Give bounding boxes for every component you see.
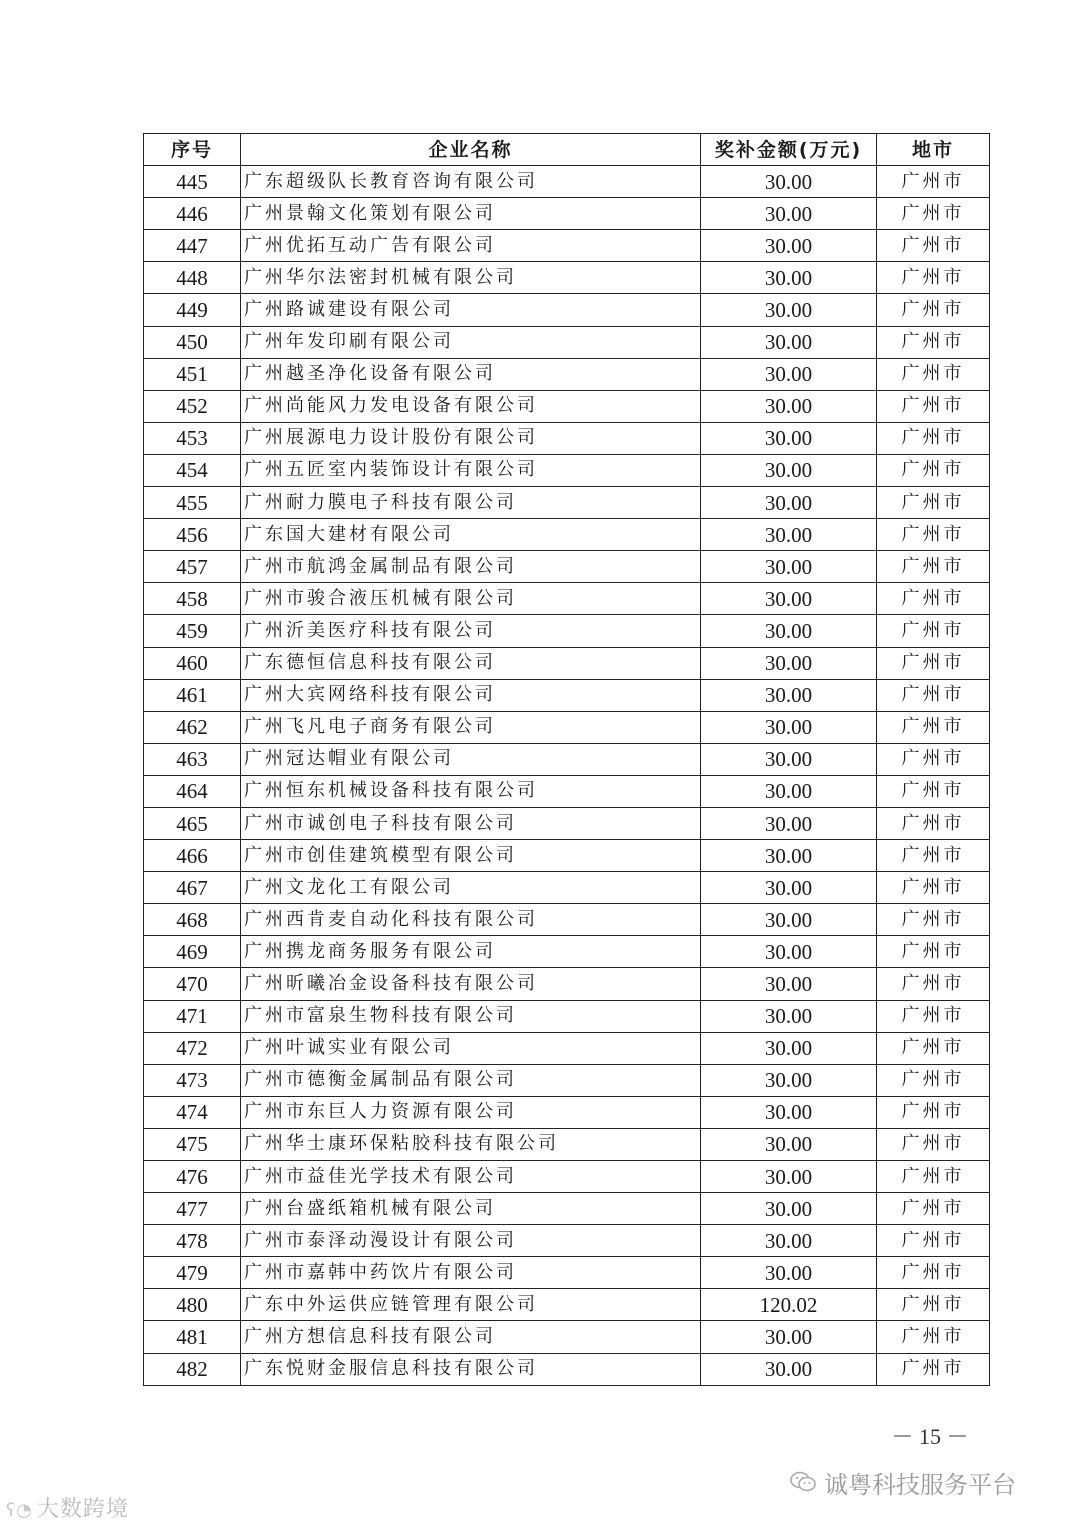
subsidy-amount: 30.00 [701,1032,877,1064]
subsidy-amount: 30.00 [701,1321,877,1353]
row-index: 457 [144,551,241,583]
city: 广州市 [877,583,990,615]
subsidy-amount: 30.00 [701,198,877,230]
row-index: 471 [144,1000,241,1032]
company-name: 广州越圣净化设备有限公司 [241,358,701,390]
subsidy-amount: 30.00 [701,326,877,358]
table-row [144,647,990,679]
table-row [144,454,990,486]
company-name: 广州耐力膜电子科技有限公司 [241,487,701,519]
city: 广州市 [877,872,990,904]
subsidy-amount: 30.00 [701,1000,877,1032]
table-row [144,936,990,968]
city: 广州市 [877,230,990,262]
table-row [144,615,990,647]
row-index: 475 [144,1128,241,1160]
subsidy-amount: 30.00 [701,968,877,1000]
table-row [144,1161,990,1193]
header-row [144,134,990,166]
city: 广州市 [877,1353,990,1385]
company-name: 广东国大建材有限公司 [241,519,701,551]
subsidy-amount: 30.00 [701,1161,877,1193]
table-row [144,1353,990,1385]
row-index: 459 [144,615,241,647]
subsidy-amount: 30.00 [701,519,877,551]
table-header [144,134,990,166]
company-name: 广州西肯麦自动化科技有限公司 [241,904,701,936]
row-index: 458 [144,583,241,615]
row-index: 448 [144,262,241,294]
city: 广州市 [877,1161,990,1193]
header-index: 序号 [144,134,241,166]
table-row [144,1225,990,1257]
row-index: 465 [144,807,241,839]
city: 广州市 [877,390,990,422]
company-name: 广州景翰文化策划有限公司 [241,198,701,230]
city: 广州市 [877,198,990,230]
city: 广州市 [877,358,990,390]
watermark-right-text: 诚粤科技服务平台 [824,1471,1016,1499]
header-city: 地市 [877,134,990,166]
row-index: 472 [144,1032,241,1064]
subsidy-amount: 30.00 [701,1353,877,1385]
table-row [144,166,990,198]
company-name: 广州恒东机械设备科技有限公司 [241,775,701,807]
city: 广州市 [877,1064,990,1096]
table-row [144,1064,990,1096]
subsidy-amount: 30.00 [701,487,877,519]
city: 广州市 [877,519,990,551]
subsidy-amount: 30.00 [701,1096,877,1128]
city: 广州市 [877,1289,990,1321]
city: 广州市 [877,1128,990,1160]
city: 广州市 [877,1000,990,1032]
subsidy-amount: 30.00 [701,936,877,968]
company-name: 广州市富泉生物科技有限公司 [241,1000,701,1032]
company-name: 广州文龙化工有限公司 [241,872,701,904]
table-row [144,262,990,294]
company-name: 广州尚能风力发电设备有限公司 [241,390,701,422]
company-name: 广州市骏合液压机械有限公司 [241,583,701,615]
row-index: 470 [144,968,241,1000]
company-name: 广州市益佳光学技术有限公司 [241,1161,701,1193]
company-name: 广州大宾网络科技有限公司 [241,679,701,711]
table-row [144,679,990,711]
subsidy-amount: 30.00 [701,1225,877,1257]
subsidy-amount: 30.00 [701,262,877,294]
subsidy-amount: 120.02 [701,1289,877,1321]
row-index: 478 [144,1225,241,1257]
city: 广州市 [877,840,990,872]
company-name: 广州携龙商务服务有限公司 [241,936,701,968]
row-index: 450 [144,326,241,358]
city: 广州市 [877,679,990,711]
city: 广州市 [877,1321,990,1353]
row-index: 456 [144,519,241,551]
row-index: 473 [144,1064,241,1096]
city: 广州市 [877,711,990,743]
subsidy-amount: 30.00 [701,422,877,454]
row-index: 467 [144,872,241,904]
city: 广州市 [877,294,990,326]
subsidy-amount: 30.00 [701,583,877,615]
city: 广州市 [877,775,990,807]
table-row [144,198,990,230]
table-row [144,872,990,904]
table-row [144,487,990,519]
city: 广州市 [877,326,990,358]
table-row [144,583,990,615]
subsidy-amount: 30.00 [701,1128,877,1160]
subsidy-amount: 30.00 [701,615,877,647]
table-row [144,807,990,839]
subsidy-amount: 30.00 [701,358,877,390]
company-name: 广州飞凡电子商务有限公司 [241,711,701,743]
company-name: 广州市泰泽动漫设计有限公司 [241,1225,701,1257]
row-index: 482 [144,1353,241,1385]
table-row [144,775,990,807]
subsidy-amount: 30.00 [701,551,877,583]
table-row [144,968,990,1000]
row-index: 464 [144,775,241,807]
row-index: 476 [144,1161,241,1193]
city: 广州市 [877,1225,990,1257]
company-name: 广州华士康环保粘胶科技有限公司 [241,1128,701,1160]
row-index: 454 [144,454,241,486]
city: 广州市 [877,1257,990,1289]
company-name: 广州昕曦冶金设备科技有限公司 [241,968,701,1000]
company-name: 广州五匠室内装饰设计有限公司 [241,454,701,486]
row-index: 463 [144,743,241,775]
row-index: 462 [144,711,241,743]
company-name: 广州市德衡金属制品有限公司 [241,1064,701,1096]
table-row [144,711,990,743]
row-index: 481 [144,1321,241,1353]
table-row [144,519,990,551]
subsidy-amount: 30.00 [701,807,877,839]
row-index: 479 [144,1257,241,1289]
subsidy-amount: 30.00 [701,294,877,326]
table-row [144,551,990,583]
table-row [144,1321,990,1353]
enterprise-subsidy-table [143,133,990,1386]
row-index: 468 [144,904,241,936]
subsidy-amount: 30.00 [701,454,877,486]
table-row [144,840,990,872]
row-index: 469 [144,936,241,968]
city: 广州市 [877,454,990,486]
row-index: 474 [144,1096,241,1128]
city: 广州市 [877,647,990,679]
subsidy-amount: 30.00 [701,1064,877,1096]
city: 广州市 [877,1096,990,1128]
city: 广州市 [877,904,990,936]
weibo-logo-icon: ʕ◔ [6,1500,33,1521]
subsidy-amount: 30.00 [701,230,877,262]
company-name: 广州叶诚实业有限公司 [241,1032,701,1064]
subsidy-amount: 30.00 [701,840,877,872]
subsidy-amount: 30.00 [701,711,877,743]
row-index: 453 [144,422,241,454]
table-row [144,230,990,262]
wechat-logo-icon [790,1471,816,1499]
city: 广州市 [877,551,990,583]
city: 广州市 [877,743,990,775]
table-row [144,422,990,454]
row-index: 446 [144,198,241,230]
row-index: 480 [144,1289,241,1321]
row-index: 455 [144,487,241,519]
company-name: 广州方想信息科技有限公司 [241,1321,701,1353]
row-index: 449 [144,294,241,326]
watermark-right [790,1465,1016,1500]
company-name: 广州台盛纸箱机械有限公司 [241,1193,701,1225]
company-name: 广东德恒信息科技有限公司 [241,647,701,679]
city: 广州市 [877,807,990,839]
company-name: 广东超级队长教育咨询有限公司 [241,166,701,198]
table-row [144,358,990,390]
company-name: 广州市航鸿金属制品有限公司 [241,551,701,583]
table-row [144,326,990,358]
table-row [144,1257,990,1289]
table-row [144,904,990,936]
company-name: 广州市嘉韩中药饮片有限公司 [241,1257,701,1289]
subsidy-amount: 30.00 [701,775,877,807]
table-row [144,1032,990,1064]
subsidy-amount: 30.00 [701,1193,877,1225]
row-index: 477 [144,1193,241,1225]
company-name: 广州路诚建设有限公司 [241,294,701,326]
company-name: 广州华尔法密封机械有限公司 [241,262,701,294]
table-row [144,1193,990,1225]
company-name: 广州年发印刷有限公司 [241,326,701,358]
city: 广州市 [877,615,990,647]
city: 广州市 [877,1032,990,1064]
row-index: 445 [144,166,241,198]
company-name: 广州冠达帽业有限公司 [241,743,701,775]
row-index: 447 [144,230,241,262]
watermark-left [6,1492,129,1523]
company-name: 广州市创佳建筑模型有限公司 [241,840,701,872]
row-index: 461 [144,679,241,711]
city: 广州市 [877,936,990,968]
subsidy-amount: 30.00 [701,647,877,679]
subsidy-amount: 30.00 [701,743,877,775]
watermark-left-text: 大数跨境 [36,1497,129,1522]
city: 广州市 [877,968,990,1000]
subsidy-amount: 30.00 [701,1257,877,1289]
city: 广州市 [877,1193,990,1225]
subsidy-amount: 30.00 [701,390,877,422]
table-row [144,1096,990,1128]
subsidy-amount: 30.00 [701,904,877,936]
table-row [144,390,990,422]
subsidy-amount: 30.00 [701,166,877,198]
table-row [144,1128,990,1160]
row-index: 451 [144,358,241,390]
row-index: 460 [144,647,241,679]
city: 广州市 [877,422,990,454]
company-name: 广州优拓互动广告有限公司 [241,230,701,262]
subsidy-amount: 30.00 [701,679,877,711]
company-name: 广东悦财金服信息科技有限公司 [241,1353,701,1385]
table-row [144,1000,990,1032]
header-company-name: 企业名称 [241,134,701,166]
header-subsidy-amount: 奖补金额(万元) [701,134,877,166]
company-name: 广东中外运供应链管理有限公司 [241,1289,701,1321]
table-row [144,743,990,775]
row-index: 466 [144,840,241,872]
city: 广州市 [877,262,990,294]
table-row [144,1289,990,1321]
subsidy-amount: 30.00 [701,872,877,904]
city: 广州市 [877,166,990,198]
page-number: － 15 － [891,1424,969,1449]
row-index: 452 [144,390,241,422]
table-row [144,294,990,326]
company-name: 广州沂美医疗科技有限公司 [241,615,701,647]
company-name: 广州市东巨人力资源有限公司 [241,1096,701,1128]
table-body [144,166,990,1386]
city: 广州市 [877,487,990,519]
company-name: 广州展源电力设计股份有限公司 [241,422,701,454]
company-name: 广州市诚创电子科技有限公司 [241,807,701,839]
